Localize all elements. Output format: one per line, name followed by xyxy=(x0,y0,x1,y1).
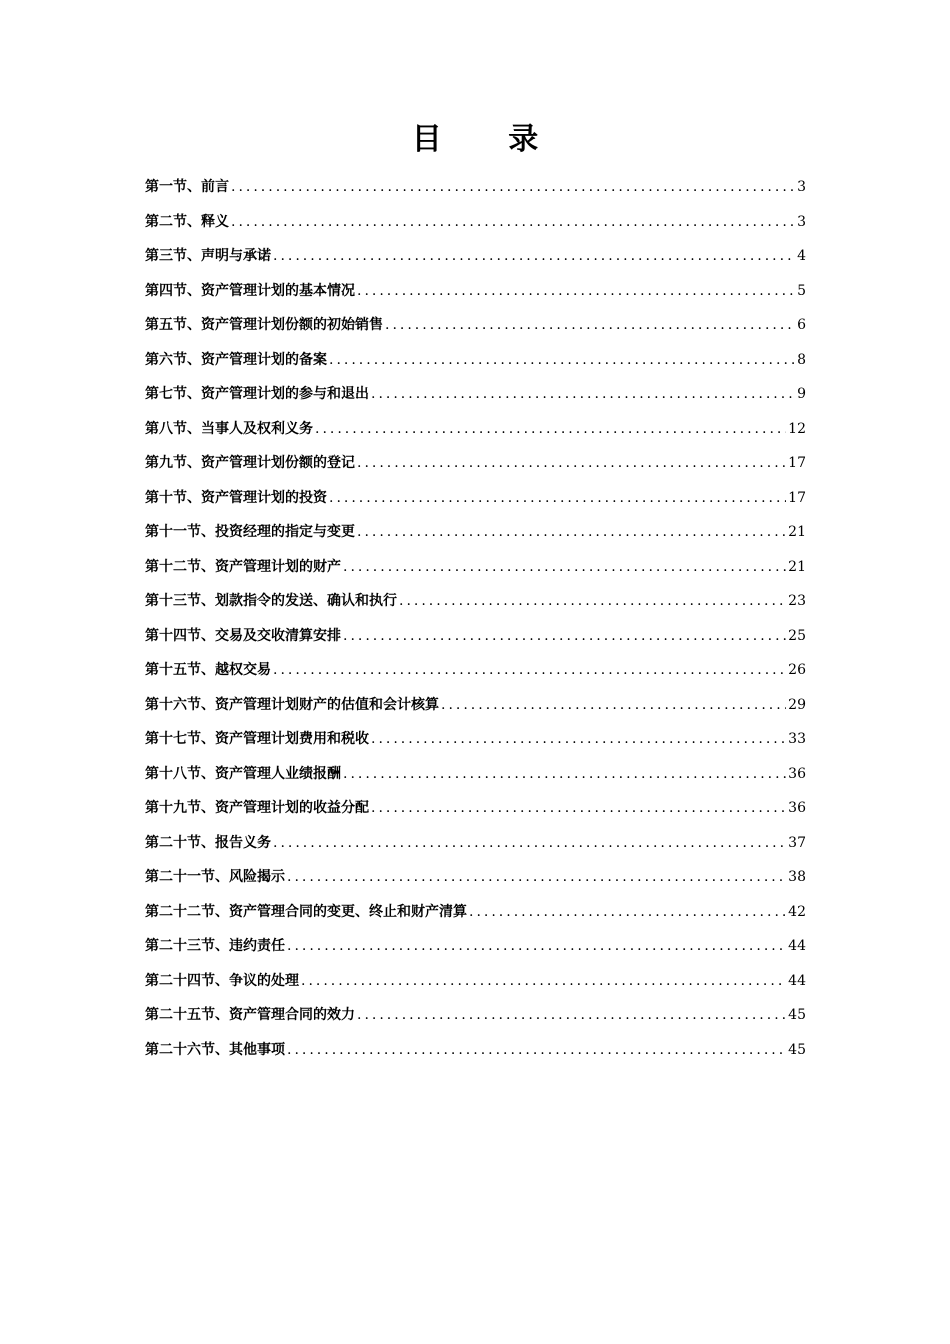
toc-entry-page-number: 37 xyxy=(788,834,806,851)
toc-entry-label: 第六节、资产管理计划的备案 xyxy=(145,351,327,368)
toc-entry[interactable] xyxy=(145,757,806,792)
toc-entry[interactable] xyxy=(145,274,806,309)
toc-entry-page-number: 36 xyxy=(788,800,806,816)
toc-entry-page-number: 44 xyxy=(788,938,806,954)
toc-dot-leader xyxy=(329,481,786,516)
toc-entry-label: 第二十六节、其他事项 xyxy=(145,1041,285,1058)
toc-dot-leader xyxy=(343,619,786,654)
toc-entry-page-number: 23 xyxy=(788,593,806,609)
toc-dot-leader xyxy=(385,308,795,343)
toc-entry-label: 第十八节、资产管理人业绩报酬 xyxy=(145,765,341,782)
toc-entry[interactable] xyxy=(145,412,806,447)
toc-entry-page-number: 9 xyxy=(797,386,806,402)
toc-entry[interactable] xyxy=(145,550,806,585)
toc-entry[interactable] xyxy=(145,929,806,964)
toc-dot-leader xyxy=(273,239,795,274)
toc-entry[interactable] xyxy=(145,688,806,723)
toc-entry-page-number: 33 xyxy=(788,731,806,747)
toc-dot-leader xyxy=(315,412,786,447)
toc-entry[interactable] xyxy=(145,619,806,654)
toc-entry-page-number: 4 xyxy=(797,248,806,264)
toc-entry[interactable] xyxy=(145,205,806,240)
toc-dot-leader xyxy=(287,860,786,895)
toc-entry-label: 第十六节、资产管理计划财产的估值和会计核算 xyxy=(145,696,439,713)
toc-entry-page-number: 36 xyxy=(788,765,806,782)
toc-entry[interactable] xyxy=(145,170,806,205)
toc-entry-page-number: 17 xyxy=(788,489,806,506)
toc-entry-label: 第七节、资产管理计划的参与和退出 xyxy=(145,386,369,402)
toc-dot-leader xyxy=(399,584,786,619)
toc-entry[interactable] xyxy=(145,1033,806,1068)
toc-dot-leader xyxy=(231,170,795,205)
toc-entry[interactable] xyxy=(145,964,806,999)
toc-entry-page-number: 26 xyxy=(788,662,806,678)
toc-entry[interactable] xyxy=(145,895,806,930)
toc-dot-leader xyxy=(357,274,795,309)
toc-dot-leader xyxy=(301,964,786,999)
toc-entry-label: 第二节、释义 xyxy=(145,213,229,230)
toc-entry[interactable] xyxy=(145,722,806,757)
toc-entry-label: 第三节、声明与承诺 xyxy=(145,248,271,264)
toc-dot-leader xyxy=(273,653,786,688)
toc-entry[interactable] xyxy=(145,377,806,412)
toc-entry-label: 第十九节、资产管理计划的收益分配 xyxy=(145,800,369,816)
toc-dot-leader xyxy=(343,550,786,585)
toc-dot-leader xyxy=(469,895,786,930)
toc-dot-leader xyxy=(371,722,786,757)
toc-entry-label: 第十三节、划款指令的发送、确认和执行 xyxy=(145,593,397,609)
toc-entry-label: 第二十四节、争议的处理 xyxy=(145,972,299,989)
toc-entry-label: 第二十三节、违约责任 xyxy=(145,938,285,954)
toc-entry-page-number: 8 xyxy=(797,351,806,368)
toc-entry[interactable] xyxy=(145,308,806,343)
toc-entry-page-number: 12 xyxy=(788,420,806,437)
toc-entry-page-number: 21 xyxy=(788,524,806,540)
toc-dot-leader xyxy=(273,826,786,861)
toc-entry-page-number: 25 xyxy=(788,627,806,644)
toc-entry-page-number: 5 xyxy=(797,282,806,299)
toc-entry-label: 第二十节、报告义务 xyxy=(145,834,271,851)
toc-entry-page-number: 3 xyxy=(797,179,806,195)
toc-entry[interactable] xyxy=(145,515,806,550)
toc-entry-label: 第十二节、资产管理计划的财产 xyxy=(145,558,341,575)
toc-entry-page-number: 44 xyxy=(788,972,806,989)
toc-entry[interactable] xyxy=(145,343,806,378)
toc-entry-page-number: 21 xyxy=(788,558,806,575)
toc-entry-label: 第四节、资产管理计划的基本情况 xyxy=(145,282,355,299)
toc-entry-page-number: 45 xyxy=(788,1041,806,1058)
toc-entry-label: 第十五节、越权交易 xyxy=(145,662,271,678)
toc-entry-page-number: 17 xyxy=(788,455,806,471)
toc-entry-page-number: 3 xyxy=(797,213,806,230)
toc-entry[interactable] xyxy=(145,998,806,1033)
toc-dot-leader xyxy=(357,515,786,550)
toc-entry-label: 第十节、资产管理计划的投资 xyxy=(145,489,327,506)
toc-entry-label: 第二十二节、资产管理合同的变更、终止和财产清算 xyxy=(145,903,467,920)
toc-entry[interactable] xyxy=(145,584,806,619)
toc-entry[interactable] xyxy=(145,481,806,516)
toc-entry-page-number: 45 xyxy=(788,1007,806,1023)
toc-dot-leader xyxy=(287,1033,786,1068)
toc-entry[interactable] xyxy=(145,653,806,688)
toc-entry-page-number: 38 xyxy=(788,869,806,885)
toc-entry[interactable] xyxy=(145,826,806,861)
toc-entry-label: 第八节、当事人及权利义务 xyxy=(145,420,313,437)
toc-dot-leader xyxy=(343,757,786,792)
toc-list xyxy=(145,170,806,1067)
toc-dot-leader xyxy=(287,929,786,964)
toc-dot-leader xyxy=(371,377,795,412)
toc-entry-label: 第十一节、投资经理的指定与变更 xyxy=(145,524,355,540)
toc-entry-page-number: 42 xyxy=(788,903,806,920)
toc-entry[interactable] xyxy=(145,446,806,481)
toc-dot-leader xyxy=(441,688,786,723)
toc-title: 目 录 xyxy=(411,122,567,157)
toc-entry-label: 第九节、资产管理计划份额的登记 xyxy=(145,455,355,471)
toc-dot-leader xyxy=(371,791,786,826)
toc-entry-page-number: 29 xyxy=(788,696,806,713)
toc-entry[interactable] xyxy=(145,860,806,895)
toc-dot-leader xyxy=(231,205,795,240)
toc-dot-leader xyxy=(357,998,786,1033)
toc-entry-label: 第二十一节、风险揭示 xyxy=(145,869,285,885)
toc-entry-label: 第五节、资产管理计划份额的初始销售 xyxy=(145,317,383,333)
toc-entry-label: 第二十五节、资产管理合同的效力 xyxy=(145,1007,355,1023)
toc-dot-leader xyxy=(357,446,786,481)
toc-dot-leader xyxy=(329,343,795,378)
toc-entry[interactable] xyxy=(145,239,806,274)
toc-entry-label: 第十四节、交易及交收清算安排 xyxy=(145,627,341,644)
toc-entry-label: 第十七节、资产管理计划费用和税收 xyxy=(145,731,369,747)
toc-entry-label: 第一节、前言 xyxy=(145,179,229,195)
toc-entry[interactable] xyxy=(145,791,806,826)
toc-entry-page-number: 6 xyxy=(797,317,806,333)
